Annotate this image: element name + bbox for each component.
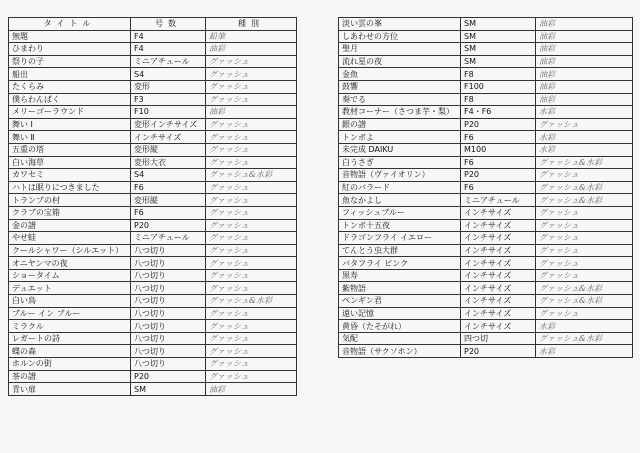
size-cell: M100 <box>461 143 536 156</box>
table-row <box>339 143 633 156</box>
title-cell: 流れ星の夜 <box>339 55 461 68</box>
size-cell: F6 <box>131 206 206 219</box>
medium-cell: 油彩 <box>536 80 633 93</box>
size-cell: 八つ切り <box>131 269 206 282</box>
size-cell: インチサイズ <box>461 232 536 245</box>
table-row <box>9 244 297 257</box>
header-medium: 種別 <box>206 18 297 31</box>
title-cell: 金の譜 <box>9 219 131 232</box>
title-cell: クールシャワー（シルエット） <box>9 244 131 257</box>
table-row <box>9 307 297 320</box>
title-cell: 無題 <box>9 30 131 43</box>
title-cell: トンボよ <box>339 131 461 144</box>
size-cell: ミニアチュール <box>131 55 206 68</box>
table-row <box>339 169 633 182</box>
title-cell: 聖月 <box>339 43 461 56</box>
table-row <box>9 295 297 308</box>
size-cell: F3 <box>131 93 206 106</box>
medium-cell: 鉛筆 <box>206 30 297 43</box>
table-row <box>339 55 633 68</box>
table-row <box>9 257 297 270</box>
medium-cell: グァッシュ <box>206 232 297 245</box>
medium-cell: グァッシュ <box>206 282 297 295</box>
size-cell: インチサイズ <box>131 131 206 144</box>
medium-cell: グァッシュ <box>206 320 297 333</box>
medium-cell: グァッシュ&水彩 <box>536 194 633 207</box>
medium-cell: グァッシュ <box>536 232 633 245</box>
table-row <box>339 257 633 270</box>
medium-cell: 油彩 <box>536 93 633 106</box>
artwork-table-left <box>8 17 297 396</box>
size-cell: SM <box>131 383 206 396</box>
title-cell: バタフライ ピンク <box>339 257 461 270</box>
table-row <box>9 156 297 169</box>
medium-cell: グァッシュ <box>206 332 297 345</box>
table-row <box>339 30 633 43</box>
title-cell: たくらみ <box>9 80 131 93</box>
medium-cell: グァッシュ <box>206 143 297 156</box>
title-cell: ハトは眠りにつきました <box>9 181 131 194</box>
size-cell: F6 <box>461 156 536 169</box>
table-row <box>9 383 297 396</box>
medium-cell: グァッシュ <box>206 269 297 282</box>
title-cell: ブルー イン ブルー <box>9 307 131 320</box>
size-cell: 八つ切り <box>131 345 206 358</box>
medium-cell: グァッシュ <box>206 219 297 232</box>
medium-cell: 水彩 <box>536 320 633 333</box>
size-cell: 八つ切り <box>131 257 206 270</box>
size-cell: F100 <box>461 80 536 93</box>
size-cell: F4 <box>131 43 206 56</box>
size-cell: F8 <box>461 68 536 81</box>
size-cell: 変形大衣 <box>131 156 206 169</box>
title-cell: メリーゴーラウンド <box>9 106 131 119</box>
medium-cell: 油彩 <box>206 383 297 396</box>
table-row <box>9 169 297 182</box>
table-row <box>9 358 297 371</box>
size-cell: 八つ切り <box>131 295 206 308</box>
title-cell: 魚なかよし <box>339 194 461 207</box>
table-row <box>339 244 633 257</box>
medium-cell: 水彩 <box>536 345 633 358</box>
table-row <box>9 30 297 43</box>
table-row <box>9 194 297 207</box>
size-cell: F10 <box>131 106 206 119</box>
medium-cell: グァッシュ <box>206 345 297 358</box>
size-cell: P20 <box>461 345 536 358</box>
size-cell: インチサイズ <box>461 320 536 333</box>
title-cell: 紅のバラード <box>339 181 461 194</box>
medium-cell: グァッシュ <box>536 269 633 282</box>
size-cell: F6 <box>461 131 536 144</box>
title-cell: 五重の塔 <box>9 143 131 156</box>
medium-cell: 油彩 <box>536 30 633 43</box>
table-row <box>339 282 633 295</box>
table-row <box>339 269 633 282</box>
title-cell: 金魚 <box>339 68 461 81</box>
title-cell: 白うさぎ <box>339 156 461 169</box>
medium-cell: 油彩 <box>206 43 297 56</box>
size-cell: ミニアチュール <box>461 194 536 207</box>
title-cell: しあわせの方位 <box>339 30 461 43</box>
size-cell: インチサイズ <box>461 257 536 270</box>
size-cell: インチサイズ <box>461 269 536 282</box>
medium-cell: グァッシュ <box>206 257 297 270</box>
title-cell: クラブの宝箱 <box>9 206 131 219</box>
table-row <box>339 18 633 31</box>
size-cell: SM <box>461 18 536 31</box>
size-cell: 八つ切り <box>131 244 206 257</box>
medium-cell: グァッシュ <box>206 358 297 371</box>
title-cell: 遠い記憶 <box>339 307 461 320</box>
medium-cell: 水彩 <box>536 143 633 156</box>
medium-cell: グァッシュ&水彩 <box>536 295 633 308</box>
title-cell: 舞い Ⅱ <box>9 131 131 144</box>
table-row <box>339 118 633 131</box>
medium-cell: 水彩 <box>536 131 633 144</box>
title-cell: 祭りの子 <box>9 55 131 68</box>
table-row <box>9 232 297 245</box>
size-cell: インチサイズ <box>461 244 536 257</box>
medium-cell: グァッシュ <box>206 131 297 144</box>
title-cell: やせ蛙 <box>9 232 131 245</box>
size-cell: SM <box>461 30 536 43</box>
medium-cell: グァッシュ <box>206 181 297 194</box>
table-row <box>339 295 633 308</box>
title-cell: フィッシュブルー <box>339 206 461 219</box>
table-row <box>9 80 297 93</box>
medium-cell: 油彩 <box>536 68 633 81</box>
medium-cell: グァッシュ&水彩 <box>536 282 633 295</box>
medium-cell: グァッシュ <box>536 257 633 270</box>
size-cell: インチサイズ <box>461 219 536 232</box>
title-cell: オニヤンマの夜 <box>9 257 131 270</box>
table-row <box>9 332 297 345</box>
table-row <box>339 43 633 56</box>
table-row <box>339 320 633 333</box>
size-cell: F4・F6 <box>461 106 536 119</box>
title-cell: ミラクル <box>9 320 131 333</box>
title-cell: ひまわり <box>9 43 131 56</box>
table-row <box>9 181 297 194</box>
title-cell: 未完成 DAIKU <box>339 143 461 156</box>
table-row <box>9 219 297 232</box>
table-row <box>339 332 633 345</box>
size-cell: 八つ切り <box>131 282 206 295</box>
medium-cell: グァッシュ <box>536 118 633 131</box>
title-cell: ドラゴンフライ イエロー <box>339 232 461 245</box>
size-cell: 変形インチサイズ <box>131 118 206 131</box>
size-cell: F6 <box>131 181 206 194</box>
title-cell: 白い海草 <box>9 156 131 169</box>
header-row <box>9 18 297 31</box>
table-row <box>9 269 297 282</box>
table-row <box>9 370 297 383</box>
table-row <box>339 156 633 169</box>
title-cell: デュエット <box>9 282 131 295</box>
size-cell: SM <box>461 55 536 68</box>
table-row <box>9 43 297 56</box>
medium-cell: グァッシュ&水彩 <box>536 332 633 345</box>
table-row <box>339 307 633 320</box>
title-cell: 白い鳥 <box>9 295 131 308</box>
medium-cell: グァッシュ <box>206 80 297 93</box>
size-cell: 八つ切り <box>131 358 206 371</box>
table-row <box>339 106 633 119</box>
title-cell: 教材コーナー（さつま芋・梨） <box>339 106 461 119</box>
table-row <box>9 55 297 68</box>
table-row <box>339 232 633 245</box>
medium-cell: 油彩 <box>206 106 297 119</box>
medium-cell: グァッシュ&水彩 <box>206 169 297 182</box>
title-cell: 淡い雲の峯 <box>339 18 461 31</box>
medium-cell: グァッシュ <box>206 93 297 106</box>
title-cell: トンボ十五夜 <box>339 219 461 232</box>
title-cell: 奏でる <box>339 93 461 106</box>
size-cell: インチサイズ <box>461 206 536 219</box>
table-row <box>9 131 297 144</box>
size-cell: 変形縦 <box>131 143 206 156</box>
medium-cell: グァッシュ <box>536 244 633 257</box>
size-cell: 変形縦 <box>131 194 206 207</box>
title-cell: トランプの村 <box>9 194 131 207</box>
size-cell: SM <box>461 43 536 56</box>
title-cell: てんとう虫大群 <box>339 244 461 257</box>
title-cell: カワセミ <box>9 169 131 182</box>
title-cell: レガートの詩 <box>9 332 131 345</box>
title-cell: 音物語（ヴァイオリン） <box>339 169 461 182</box>
title-cell: 茶の譜 <box>9 370 131 383</box>
medium-cell: グァッシュ&水彩 <box>536 181 633 194</box>
medium-cell: グァッシュ <box>206 307 297 320</box>
title-cell: ホルンの街 <box>9 358 131 371</box>
table-row <box>9 106 297 119</box>
medium-cell: グァッシュ&水彩 <box>536 156 633 169</box>
size-cell: P20 <box>131 370 206 383</box>
size-cell: S4 <box>131 68 206 81</box>
table-row <box>339 345 633 358</box>
table-row <box>9 93 297 106</box>
title-cell: 僕らわんぱく <box>9 93 131 106</box>
size-cell: F4 <box>131 30 206 43</box>
title-cell: ペンギン君 <box>339 295 461 308</box>
medium-cell: グァッシュ <box>206 206 297 219</box>
size-cell: 八つ切り <box>131 332 206 345</box>
size-cell: 八つ切り <box>131 307 206 320</box>
title-cell: 音物語（サクソホン） <box>339 345 461 358</box>
table-row <box>339 219 633 232</box>
size-cell: P20 <box>461 118 536 131</box>
medium-cell: グァッシュ <box>206 118 297 131</box>
size-cell: F8 <box>461 93 536 106</box>
table-row <box>339 68 633 81</box>
medium-cell: グァッシュ <box>206 194 297 207</box>
title-cell: ショータイム <box>9 269 131 282</box>
table-row <box>339 194 633 207</box>
table-row <box>9 68 297 81</box>
title-cell: 鼓響 <box>339 80 461 93</box>
table-row <box>339 131 633 144</box>
medium-cell: 油彩 <box>536 18 633 31</box>
title-cell: 銀の譜 <box>339 118 461 131</box>
medium-cell: 油彩 <box>536 43 633 56</box>
size-cell: 八つ切り <box>131 320 206 333</box>
medium-cell: グァッシュ <box>206 244 297 257</box>
table-row <box>9 143 297 156</box>
medium-cell: グァッシュ <box>206 156 297 169</box>
title-cell: 紫物語 <box>339 282 461 295</box>
medium-cell: グァッシュ&水彩 <box>206 295 297 308</box>
title-cell: 舞い Ⅰ <box>9 118 131 131</box>
size-cell: インチサイズ <box>461 282 536 295</box>
table-row <box>339 80 633 93</box>
artwork-table-right <box>338 17 633 358</box>
table-row <box>9 345 297 358</box>
table-row <box>9 118 297 131</box>
medium-cell: グァッシュ <box>206 370 297 383</box>
medium-cell: グァッシュ <box>536 219 633 232</box>
size-cell: インチサイズ <box>461 295 536 308</box>
title-cell: 蝶の森 <box>9 345 131 358</box>
medium-cell: 油彩 <box>536 55 633 68</box>
title-cell: 黄昏（たそがれ） <box>339 320 461 333</box>
title-cell: 黒寿 <box>339 269 461 282</box>
header-title: タイトル <box>9 18 131 31</box>
header-size: 号数 <box>131 18 206 31</box>
title-cell: 気配 <box>339 332 461 345</box>
medium-cell: グァッシュ <box>536 206 633 219</box>
medium-cell: グァッシュ <box>206 68 297 81</box>
size-cell: インチサイズ <box>461 307 536 320</box>
size-cell: 変形 <box>131 80 206 93</box>
table-row <box>339 93 633 106</box>
medium-cell: グァッシュ <box>206 55 297 68</box>
title-cell: 青い扉 <box>9 383 131 396</box>
size-cell: F6 <box>461 181 536 194</box>
table-row <box>339 206 633 219</box>
size-cell: 四つ切 <box>461 332 536 345</box>
title-cell: 船出 <box>9 68 131 81</box>
medium-cell: グァッシュ <box>536 169 633 182</box>
size-cell: ミニアチュール <box>131 232 206 245</box>
medium-cell: グァッシュ <box>536 307 633 320</box>
medium-cell: 水彩 <box>536 106 633 119</box>
size-cell: S4 <box>131 169 206 182</box>
size-cell: P20 <box>131 219 206 232</box>
table-row <box>9 320 297 333</box>
size-cell: P20 <box>461 169 536 182</box>
table-row <box>9 206 297 219</box>
table-row <box>339 181 633 194</box>
table-row <box>9 282 297 295</box>
